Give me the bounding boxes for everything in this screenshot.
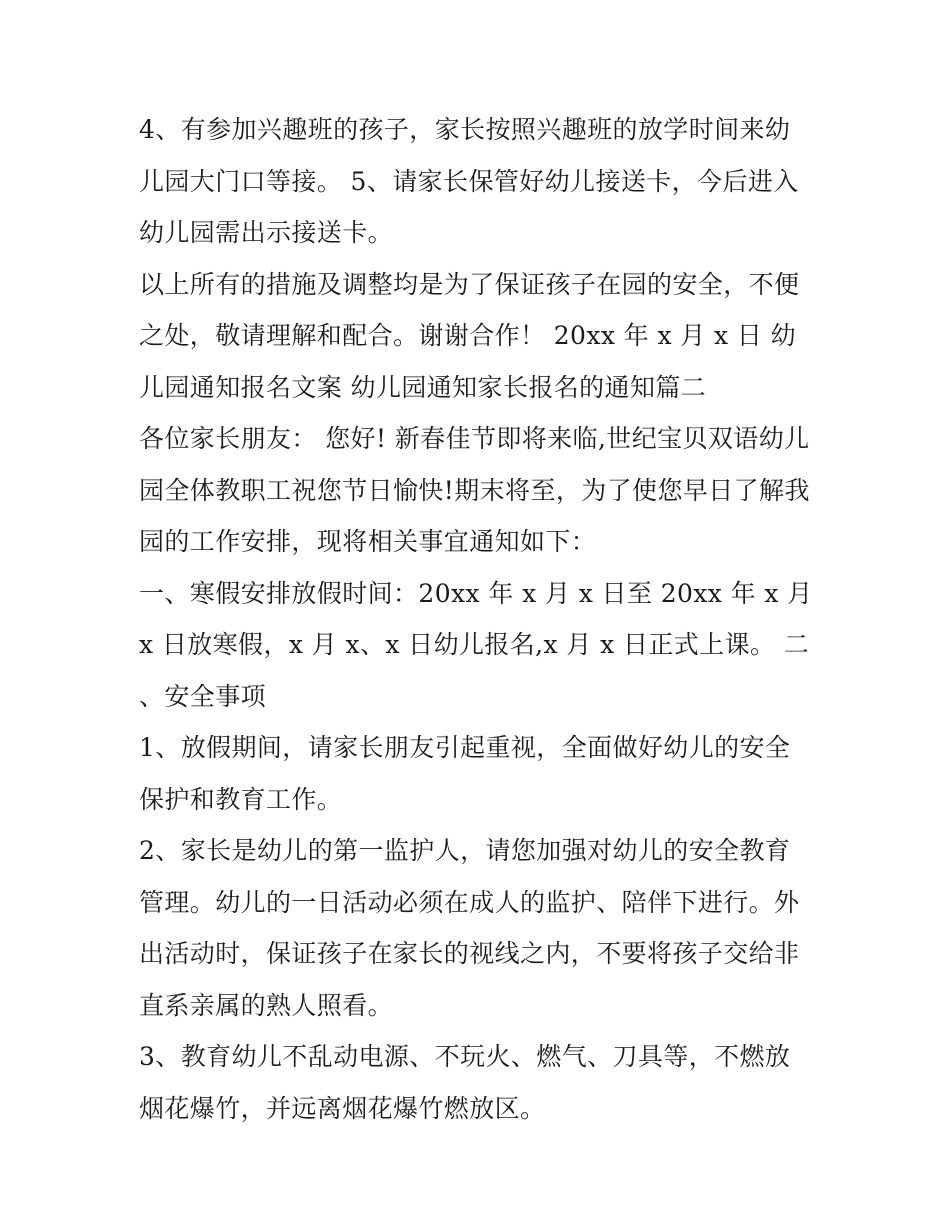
paragraph-safety-measures: 以上所有的措施及调整均是为了保证孩子在园的安全，不便之处，敬请理解和配合。谢谢合作！ 20xx 年 x 月 x 日 幼儿园通知报名文案 幼儿园通知家长报名的通知篇二 xyxy=(139,269,800,402)
paragraph-interest-class-pickup: 4、有参加兴趣班的孩子，家长按照兴趣班的放学时间来幼儿园大门口等接。 5、请家长保管好幼儿接送卡，今后进入幼儿园需出示接送卡。 xyxy=(139,115,799,247)
document-body xyxy=(139,104,815,1134)
paragraph-safety-item-1: 1、放假期间，请家长朋友引起重视，全面做好幼儿的安全保护和教育工作。 xyxy=(139,733,791,814)
paragraph-greeting: 各位家长朋友： 您好! 新春佳节即将来临,世纪宝贝双语幼儿园全体教职工祝您节日愉快!期末将至，为了使您早日了解我园的工作安排，现将相关事宜通知如下： xyxy=(139,424,810,556)
paragraph-winter-vacation: 一、寒假安排放假时间：20xx 年 x 月 x 日至 20xx 年 x 月 x 日放寒假，x 月 x、x 日幼儿报名,x 月 x 日正式上课。 二、安全事项 xyxy=(139,578,813,711)
paragraph-safety-item-2: 2、家长是幼儿的第一监护人，请您加强对幼儿的安全教育管理。幼儿的一日活动必须在成人的监护、陪伴下进行。外出活动时，保证孩子在家长的视线之内，不要将孩子交给非直系亲属的熟人照看。 xyxy=(139,836,800,1020)
paragraph-safety-item-3: 3、教育幼儿不乱动电源、不玩火、燃气、刀具等，不燃放烟花爆竹，并远离烟花爆竹燃放区。 xyxy=(139,1042,791,1123)
